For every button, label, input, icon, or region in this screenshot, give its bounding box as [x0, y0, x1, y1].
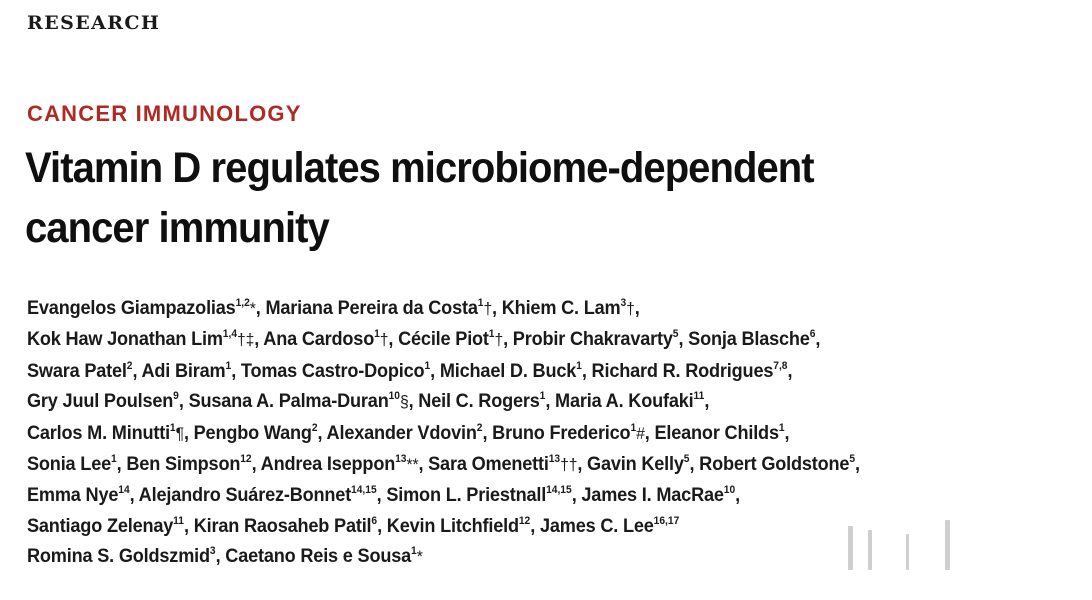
affiliation-superscript: 1	[539, 390, 546, 403]
author-name: Swara Patel	[27, 359, 127, 382]
author-separator: ,	[735, 484, 741, 507]
author-name: Evangelos Giampazolias	[27, 297, 236, 319]
author-separator: ,	[418, 453, 429, 476]
affiliation-superscript: 1,2	[235, 297, 250, 309]
author-separator: ,	[503, 328, 513, 351]
author-entry	[261, 453, 428, 475]
footnote-symbol: †	[379, 330, 389, 350]
author-entry	[27, 297, 265, 319]
author-name: James C. Lee	[539, 514, 654, 537]
author-entry	[27, 422, 194, 444]
author-entry	[513, 328, 688, 350]
author-name: Alejandro Suárez-Bonnet	[138, 484, 352, 507]
author-entry	[194, 422, 327, 444]
author-entry	[142, 360, 241, 382]
category-label: CANCER IMMUNOLOGY	[27, 101, 302, 126]
author-separator: ,	[855, 453, 860, 476]
author-entry	[27, 328, 263, 350]
affiliation-superscript: 1	[778, 421, 785, 434]
footnote-symbol: †	[626, 299, 635, 318]
affiliation-superscript: 2	[311, 421, 318, 434]
author-name: Tomas Castro-Dopico	[240, 359, 425, 382]
affiliation-superscript: 1	[110, 453, 117, 466]
author-name: Khiem C. Lam	[501, 297, 621, 319]
affiliation-superscript: 9	[173, 390, 179, 403]
author-separator: ,	[251, 453, 261, 476]
author-entry	[139, 484, 387, 506]
author-separator: ,	[215, 545, 226, 568]
author-name: Kiran Raosaheb Patil	[193, 514, 372, 537]
watermark-mark	[906, 534, 909, 570]
affiliation-superscript: 3	[209, 545, 216, 558]
affiliation-superscript: 1	[630, 421, 637, 434]
affiliation-superscript: 6	[809, 328, 816, 341]
author-entry	[592, 360, 793, 382]
author-entry	[555, 390, 709, 412]
affiliation-superscript: 14,15	[351, 484, 377, 497]
author-name: Caetano Reis e Sousa	[225, 545, 412, 568]
author-name: Romina S. Goldszmid	[27, 545, 210, 568]
affiliation-superscript: 5	[683, 453, 690, 466]
footnote-symbol: *	[416, 547, 423, 567]
author-separator: ,	[408, 390, 419, 413]
author-name: Adi Biram	[141, 359, 226, 382]
affiliation-superscript: 14,15	[546, 484, 572, 497]
author-entry	[189, 390, 419, 412]
author-entry	[263, 328, 398, 350]
author-entry	[440, 360, 592, 382]
author-separator: ,	[376, 484, 387, 507]
author-name: Santiago Zelenay	[27, 514, 174, 537]
author-name: Ben Simpson	[126, 453, 241, 476]
footnote-symbol: ††	[560, 455, 578, 475]
author-name: Mariana Pereira da Costa	[265, 297, 478, 319]
author-entry	[688, 328, 820, 350]
author-separator: ,	[132, 359, 142, 382]
author-name: Michael D. Buck	[439, 359, 577, 382]
author-separator: ,	[644, 421, 655, 444]
author-entry	[27, 453, 126, 475]
author-separator: ,	[530, 514, 540, 537]
affiliation-superscript: 2	[476, 421, 483, 434]
author-separator: ,	[430, 359, 440, 382]
author-entry	[126, 453, 260, 475]
author-separator: ,	[545, 390, 556, 413]
affiliation-superscript: 1	[576, 359, 582, 372]
author-line	[27, 418, 1013, 449]
author-name: Kok Haw Jonathan Lim	[27, 328, 223, 351]
affiliation-superscript: 5	[849, 453, 856, 466]
author-name: Emma Nye	[27, 484, 119, 507]
author-separator: ,	[787, 359, 793, 382]
article-title	[25, 138, 992, 258]
affiliation-superscript: 5	[672, 328, 679, 341]
author-separator: ,	[255, 297, 266, 319]
affiliation-superscript: 1	[488, 328, 495, 341]
author-entry	[27, 515, 194, 537]
author-name: Neil C. Rogers	[418, 390, 540, 413]
author-separator: ,	[317, 421, 327, 444]
affiliation-superscript: 14	[118, 484, 130, 497]
section-label: RESEARCH	[27, 12, 161, 34]
affiliation-superscript: 2	[126, 359, 133, 372]
author-name: Sonja Blasche	[688, 328, 810, 351]
author-line	[27, 293, 1013, 324]
affiliation-superscript: 1	[169, 421, 176, 434]
author-separator: ,	[577, 453, 588, 476]
affiliation-superscript: 16,17	[653, 514, 680, 527]
author-entry	[27, 545, 225, 567]
affiliation-superscript: 1,4	[222, 328, 238, 341]
author-name: Robert Goldstone	[699, 453, 850, 476]
author-entry	[265, 297, 501, 319]
author-line	[27, 324, 1013, 355]
author-name: James I. MacRae	[581, 484, 724, 507]
footnote-symbol: †	[483, 299, 493, 318]
author-line	[27, 511, 1013, 541]
affiliation-superscript: 10	[723, 484, 736, 497]
author-line	[27, 480, 1013, 510]
affiliation-superscript: 13	[395, 453, 407, 466]
affiliation-superscript: 1	[424, 359, 431, 372]
author-line	[27, 449, 1013, 480]
footnote-symbol: ¶	[175, 423, 184, 443]
author-entry	[387, 515, 540, 537]
author-entry	[502, 297, 640, 319]
author-separator: ,	[231, 359, 241, 382]
watermark-mark	[848, 526, 853, 570]
author-separator: ,	[704, 390, 710, 413]
author-line	[27, 386, 1013, 417]
affiliation-superscript: 12	[240, 453, 252, 466]
author-separator: ,	[689, 453, 700, 476]
affiliation-superscript: 10	[388, 390, 400, 403]
author-separator: ,	[129, 484, 139, 507]
watermark-mark	[868, 530, 872, 570]
author-entry	[654, 422, 789, 444]
affiliation-superscript: 1	[374, 328, 380, 341]
author-entry	[241, 360, 440, 382]
author-entry	[386, 484, 581, 506]
author-name: Simon L. Priestnall	[386, 484, 547, 507]
author-name: Bruno Frederico	[492, 421, 631, 444]
author-entry	[225, 545, 422, 567]
author-separator: ,	[678, 328, 689, 351]
affiliation-superscript: 7,8	[773, 359, 788, 372]
author-name: Eleanor Childs	[654, 421, 779, 444]
affiliation-superscript: 13	[548, 453, 561, 466]
footnote-symbol: §	[399, 392, 409, 412]
author-separator: ,	[377, 514, 387, 537]
footnote-symbol: #	[636, 423, 645, 443]
author-entry	[699, 453, 860, 475]
author-name: Gry Juul Poulsen	[27, 390, 174, 413]
affiliation-superscript: 1	[225, 359, 232, 372]
author-name: Probir Chakravarty	[512, 328, 673, 351]
author-entry	[492, 422, 654, 444]
affiliation-superscript: 1	[411, 545, 417, 558]
author-entry	[418, 390, 555, 412]
author-separator: ,	[254, 328, 264, 351]
author-entry	[27, 390, 189, 412]
affiliation-superscript: 6	[371, 514, 378, 527]
affiliation-superscript: 1	[477, 297, 484, 309]
author-list	[27, 293, 1087, 573]
author-name: Sara Omenetti	[428, 453, 549, 476]
author-entry	[194, 515, 387, 537]
author-separator: ,	[482, 421, 493, 444]
affiliation-superscript: 12	[518, 514, 531, 527]
title-line: Vitamin D regulates microbiome-dependent	[25, 144, 814, 192]
author-name: Pengbo Wang	[193, 421, 312, 444]
affiliation-superscript: 11	[173, 514, 185, 527]
author-name: Sonia Lee	[27, 453, 111, 476]
footnote-symbol: †	[494, 330, 504, 350]
author-entry	[27, 484, 139, 506]
author-separator: ,	[784, 421, 790, 444]
author-name: Carlos M. Minutti	[27, 421, 170, 444]
author-name: Richard R. Rodrigues	[591, 359, 774, 382]
title-line: cancer immunity	[25, 204, 329, 252]
author-separator: ,	[571, 484, 582, 507]
author-name: Susana A. Palma-Duran	[188, 390, 389, 413]
author-separator: ,	[581, 359, 592, 382]
footnote-symbol: †‡	[237, 330, 255, 350]
watermark-mark	[945, 520, 950, 570]
author-name: Ana Cardoso	[263, 328, 375, 351]
author-separator: ,	[183, 421, 194, 444]
author-separator: ,	[492, 297, 502, 319]
author-entry	[428, 453, 587, 475]
author-entry	[27, 360, 142, 382]
author-entry	[540, 515, 679, 537]
author-entry	[398, 328, 513, 350]
author-name: Kevin Litchfield	[386, 514, 519, 537]
footnote-symbol: **	[406, 455, 419, 475]
author-name: Alexander Vdovin	[326, 421, 477, 444]
affiliation-superscript: 11	[693, 390, 705, 403]
author-entry	[327, 422, 493, 444]
author-separator: ,	[388, 328, 399, 351]
author-separator: ,	[815, 328, 821, 351]
author-separator: ,	[178, 390, 189, 413]
author-entry	[587, 453, 699, 475]
author-name: Cécile Piot	[398, 328, 489, 351]
author-line	[27, 541, 1013, 572]
affiliation-superscript: 3	[620, 297, 627, 309]
author-separator: ,	[634, 297, 640, 319]
footnote-symbol: *	[249, 299, 256, 318]
author-name: Maria A. Koufaki	[555, 390, 694, 413]
author-entry	[581, 484, 740, 506]
author-separator: ,	[184, 514, 194, 537]
author-name: Andrea Iseppon	[260, 453, 396, 476]
author-line	[27, 356, 1013, 386]
author-separator: ,	[116, 453, 127, 476]
author-name: Gavin Kelly	[587, 453, 684, 476]
